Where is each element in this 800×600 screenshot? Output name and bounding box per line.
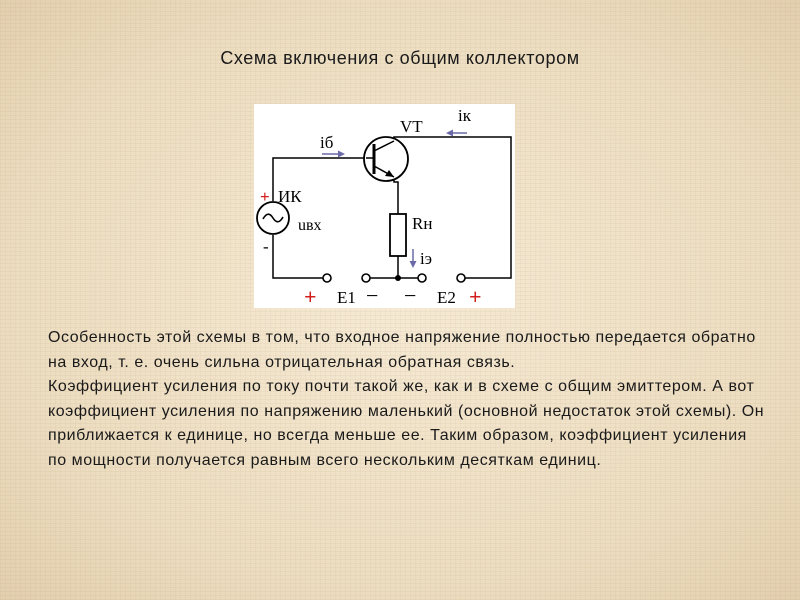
source-label: ИК: [278, 187, 302, 206]
load-resistor-label: Rн: [412, 214, 433, 233]
collector-wire: [394, 137, 511, 278]
e1-minus: −: [366, 283, 379, 308]
collector-current-label: iк: [458, 106, 471, 125]
transistor-label: VT: [400, 117, 423, 136]
circuit-diagram: [254, 104, 515, 308]
paragraph-gain: Коэффициент усиления по току почти такой же, как и в схеме с общим эмиттером. А вот коэффициент усиления по напряжению маленький (основной недостаток этой схемы). Он приближается к единице, но всегда меньше ее. Таким образом, коэффициент усиления по мощности получается равным всего нескольким десяткам единиц.: [48, 378, 765, 469]
e2-label: E2: [437, 288, 456, 307]
slide-body: [48, 326, 768, 474]
emitter-current-arrow: [410, 249, 417, 268]
common-collector-circuit: [254, 104, 515, 308]
transistor-vt: [364, 137, 408, 181]
terminal-e1-right: [362, 274, 370, 282]
source-plus: +: [260, 187, 270, 206]
source-minus: -: [263, 237, 269, 256]
ac-source: [257, 202, 289, 234]
input-voltage-label: uвх: [298, 217, 322, 234]
e2-minus: −: [404, 283, 417, 308]
source-bottom-wire: [273, 235, 324, 278]
emitter-wire: [394, 177, 398, 214]
e2-plus: +: [469, 284, 482, 308]
e1-label: E1: [337, 288, 356, 307]
collector-current-arrow: [446, 130, 467, 137]
slide-title: Схема включения с общим коллектором: [220, 48, 580, 68]
terminal-e2-right: [457, 274, 465, 282]
load-resistor: [390, 214, 406, 256]
emitter-current-label: iэ: [420, 249, 433, 268]
terminal-e2-left: [418, 274, 426, 282]
e1-plus: +: [304, 284, 317, 308]
terminal-e1-left: [323, 274, 331, 282]
paragraph-feedback: Особенность этой схемы в том, что входное напряжение полностью передается обратно на вход, т. е. очень сильна отрицательная обратная связь.: [48, 329, 756, 371]
base-current-label: iб: [320, 133, 334, 152]
junction-node: [395, 275, 401, 281]
